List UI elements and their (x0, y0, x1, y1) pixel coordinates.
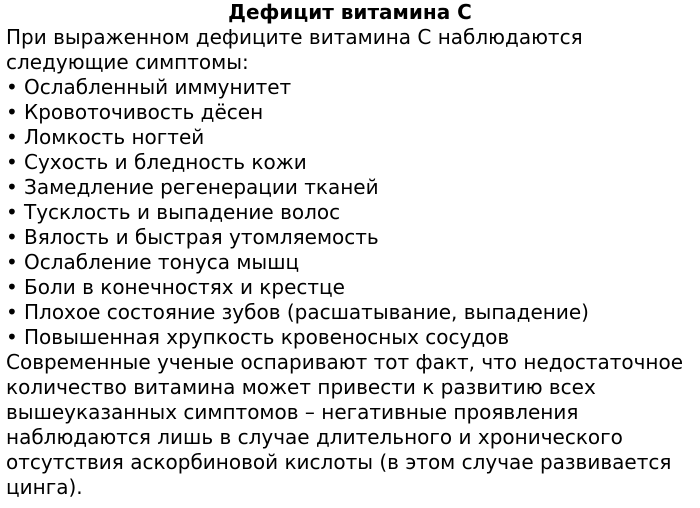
symptom-text: Тусклость и выпадение волос (24, 200, 341, 224)
list-item (6, 125, 694, 150)
bullet-icon: • (6, 200, 18, 224)
symptom-text: Боли в конечностях и крестце (24, 275, 345, 299)
bullet-icon: • (6, 100, 18, 124)
bullet-icon: • (6, 225, 18, 249)
list-item (6, 300, 694, 325)
bullet-icon: • (6, 175, 18, 199)
symptom-text: Повышенная хрупкость кровеносных сосудов (24, 325, 510, 349)
bullet-icon: • (6, 300, 18, 324)
symptom-text: Кровоточивость дёсен (24, 100, 264, 124)
symptom-text: Вялость и быстрая утомляемость (24, 225, 379, 249)
bullet-icon: • (6, 125, 18, 149)
list-item (6, 325, 694, 350)
bullet-icon: • (6, 325, 18, 349)
symptom-list (6, 75, 694, 350)
intro-paragraph: При выраженном дефиците витамина С наблюдаются следующие симптомы: (6, 25, 583, 74)
list-item (6, 275, 694, 300)
bullet-icon: • (6, 75, 18, 99)
list-item (6, 75, 694, 100)
list-item (6, 175, 694, 200)
list-item (6, 225, 694, 250)
symptom-text: Ослабленный иммунитет (24, 75, 292, 99)
list-item (6, 200, 694, 225)
symptom-text: Ломкость ногтей (24, 125, 205, 149)
bullet-icon: • (6, 250, 18, 274)
list-item (6, 100, 694, 125)
list-item (6, 150, 694, 175)
symptom-text: Замедление регенерации тканей (24, 175, 379, 199)
symptom-text: Сухость и бледность кожи (24, 150, 307, 174)
document-title: Дефицит витамина С (228, 0, 472, 24)
conclusion-paragraph: Современные ученые оспаривают тот факт, что недостаточное количество витамина может привести к развитию всех вышеуказанных симптомов – негативные проявления наблюдаются лишь в случае длительного и хронического отсутствия аскорбиновой кислоты (в этом случае развивается цинга). (6, 350, 684, 499)
list-item (6, 250, 694, 275)
symptom-text: Ослабление тонуса мышц (24, 250, 300, 274)
bullet-icon: • (6, 150, 18, 174)
bullet-icon: • (6, 275, 18, 299)
symptom-text: Плохое состояние зубов (расшатывание, выпадение) (24, 300, 589, 324)
